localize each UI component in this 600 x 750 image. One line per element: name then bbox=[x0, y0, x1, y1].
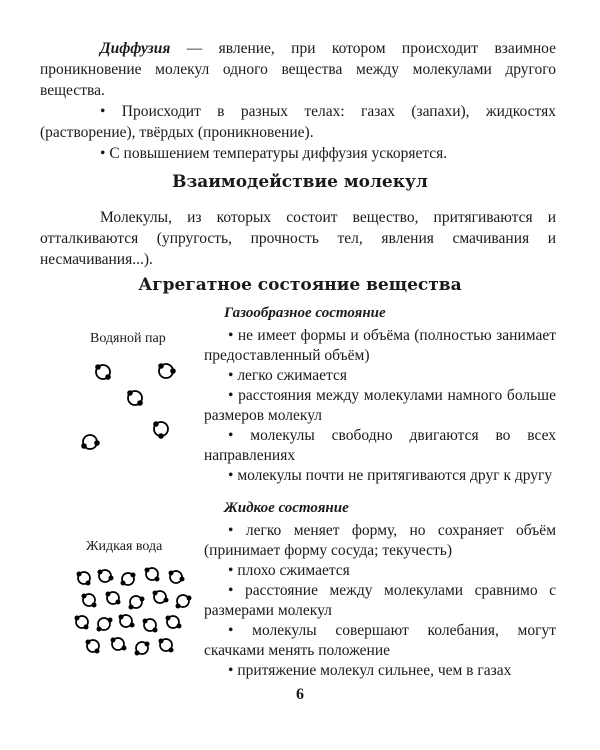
gas-property-item: • молекулы свободно двигаются во всех направлениях bbox=[204, 426, 556, 466]
diffusion-term: Диффузия bbox=[100, 40, 171, 57]
liquid-property-item: • легко меняет форму, но сохраняет объём (принимает форму сосуда; текучесть) bbox=[204, 521, 556, 561]
diffusion-definition-text: — явление, при котором происходит взаимное проникновение молекул одного вещества между молекулами другого вещества. bbox=[40, 40, 556, 99]
liquid-figure-label: Жидкая вода bbox=[86, 539, 163, 554]
aggregate-heading: Агрегатное состояние вещества bbox=[138, 275, 462, 295]
gas-property-item: • молекулы почти не притягиваются друг к другу bbox=[204, 466, 556, 486]
liquid-subheading: Жидкое состояние bbox=[224, 500, 349, 516]
water-vapor-molecules bbox=[70, 355, 190, 455]
interaction-heading: Взаимодействие молекул bbox=[172, 172, 428, 192]
page-number: 6 bbox=[296, 686, 304, 703]
gas-figure-label: Водяной пар bbox=[90, 331, 166, 346]
liquid-property-item: • молекулы совершают колебания, могут скачками менять положение bbox=[204, 621, 556, 661]
diffusion-definition bbox=[40, 38, 556, 101]
liquid-property-item: • расстояние между молекулами сравнимо с размерами молекул bbox=[204, 581, 556, 621]
gas-property-item: • расстояния между молекулами намного больше размеров молекул bbox=[204, 386, 556, 426]
gas-property-item: • не имеет формы и объёма (полностью занимает предоставленный объём) bbox=[204, 326, 556, 366]
diffusion-point-1: • Происходит в разных телах: газах (запахи), жидкостях (растворение), твёрдых (проникновение). bbox=[40, 101, 556, 143]
liquid-water-molecules bbox=[72, 564, 197, 664]
gas-property-item: • легко сжимается bbox=[204, 366, 556, 386]
liquid-properties-list bbox=[204, 521, 556, 681]
diffusion-point-2: • С повышением температуры диффузия ускоряется. bbox=[40, 143, 556, 164]
interaction-text: Молекулы, из которых состоит вещество, притягиваются и отталкиваются (упругость, прочность тел, явления смачивания и несмачивания...). bbox=[40, 209, 556, 268]
gas-properties-list bbox=[204, 326, 556, 486]
liquid-property-item: • плохо сжимается bbox=[204, 561, 556, 581]
gas-subheading: Газообразное состояние bbox=[224, 305, 386, 321]
liquid-property-item: • притяжение молекул сильнее, чем в газах bbox=[204, 661, 556, 681]
